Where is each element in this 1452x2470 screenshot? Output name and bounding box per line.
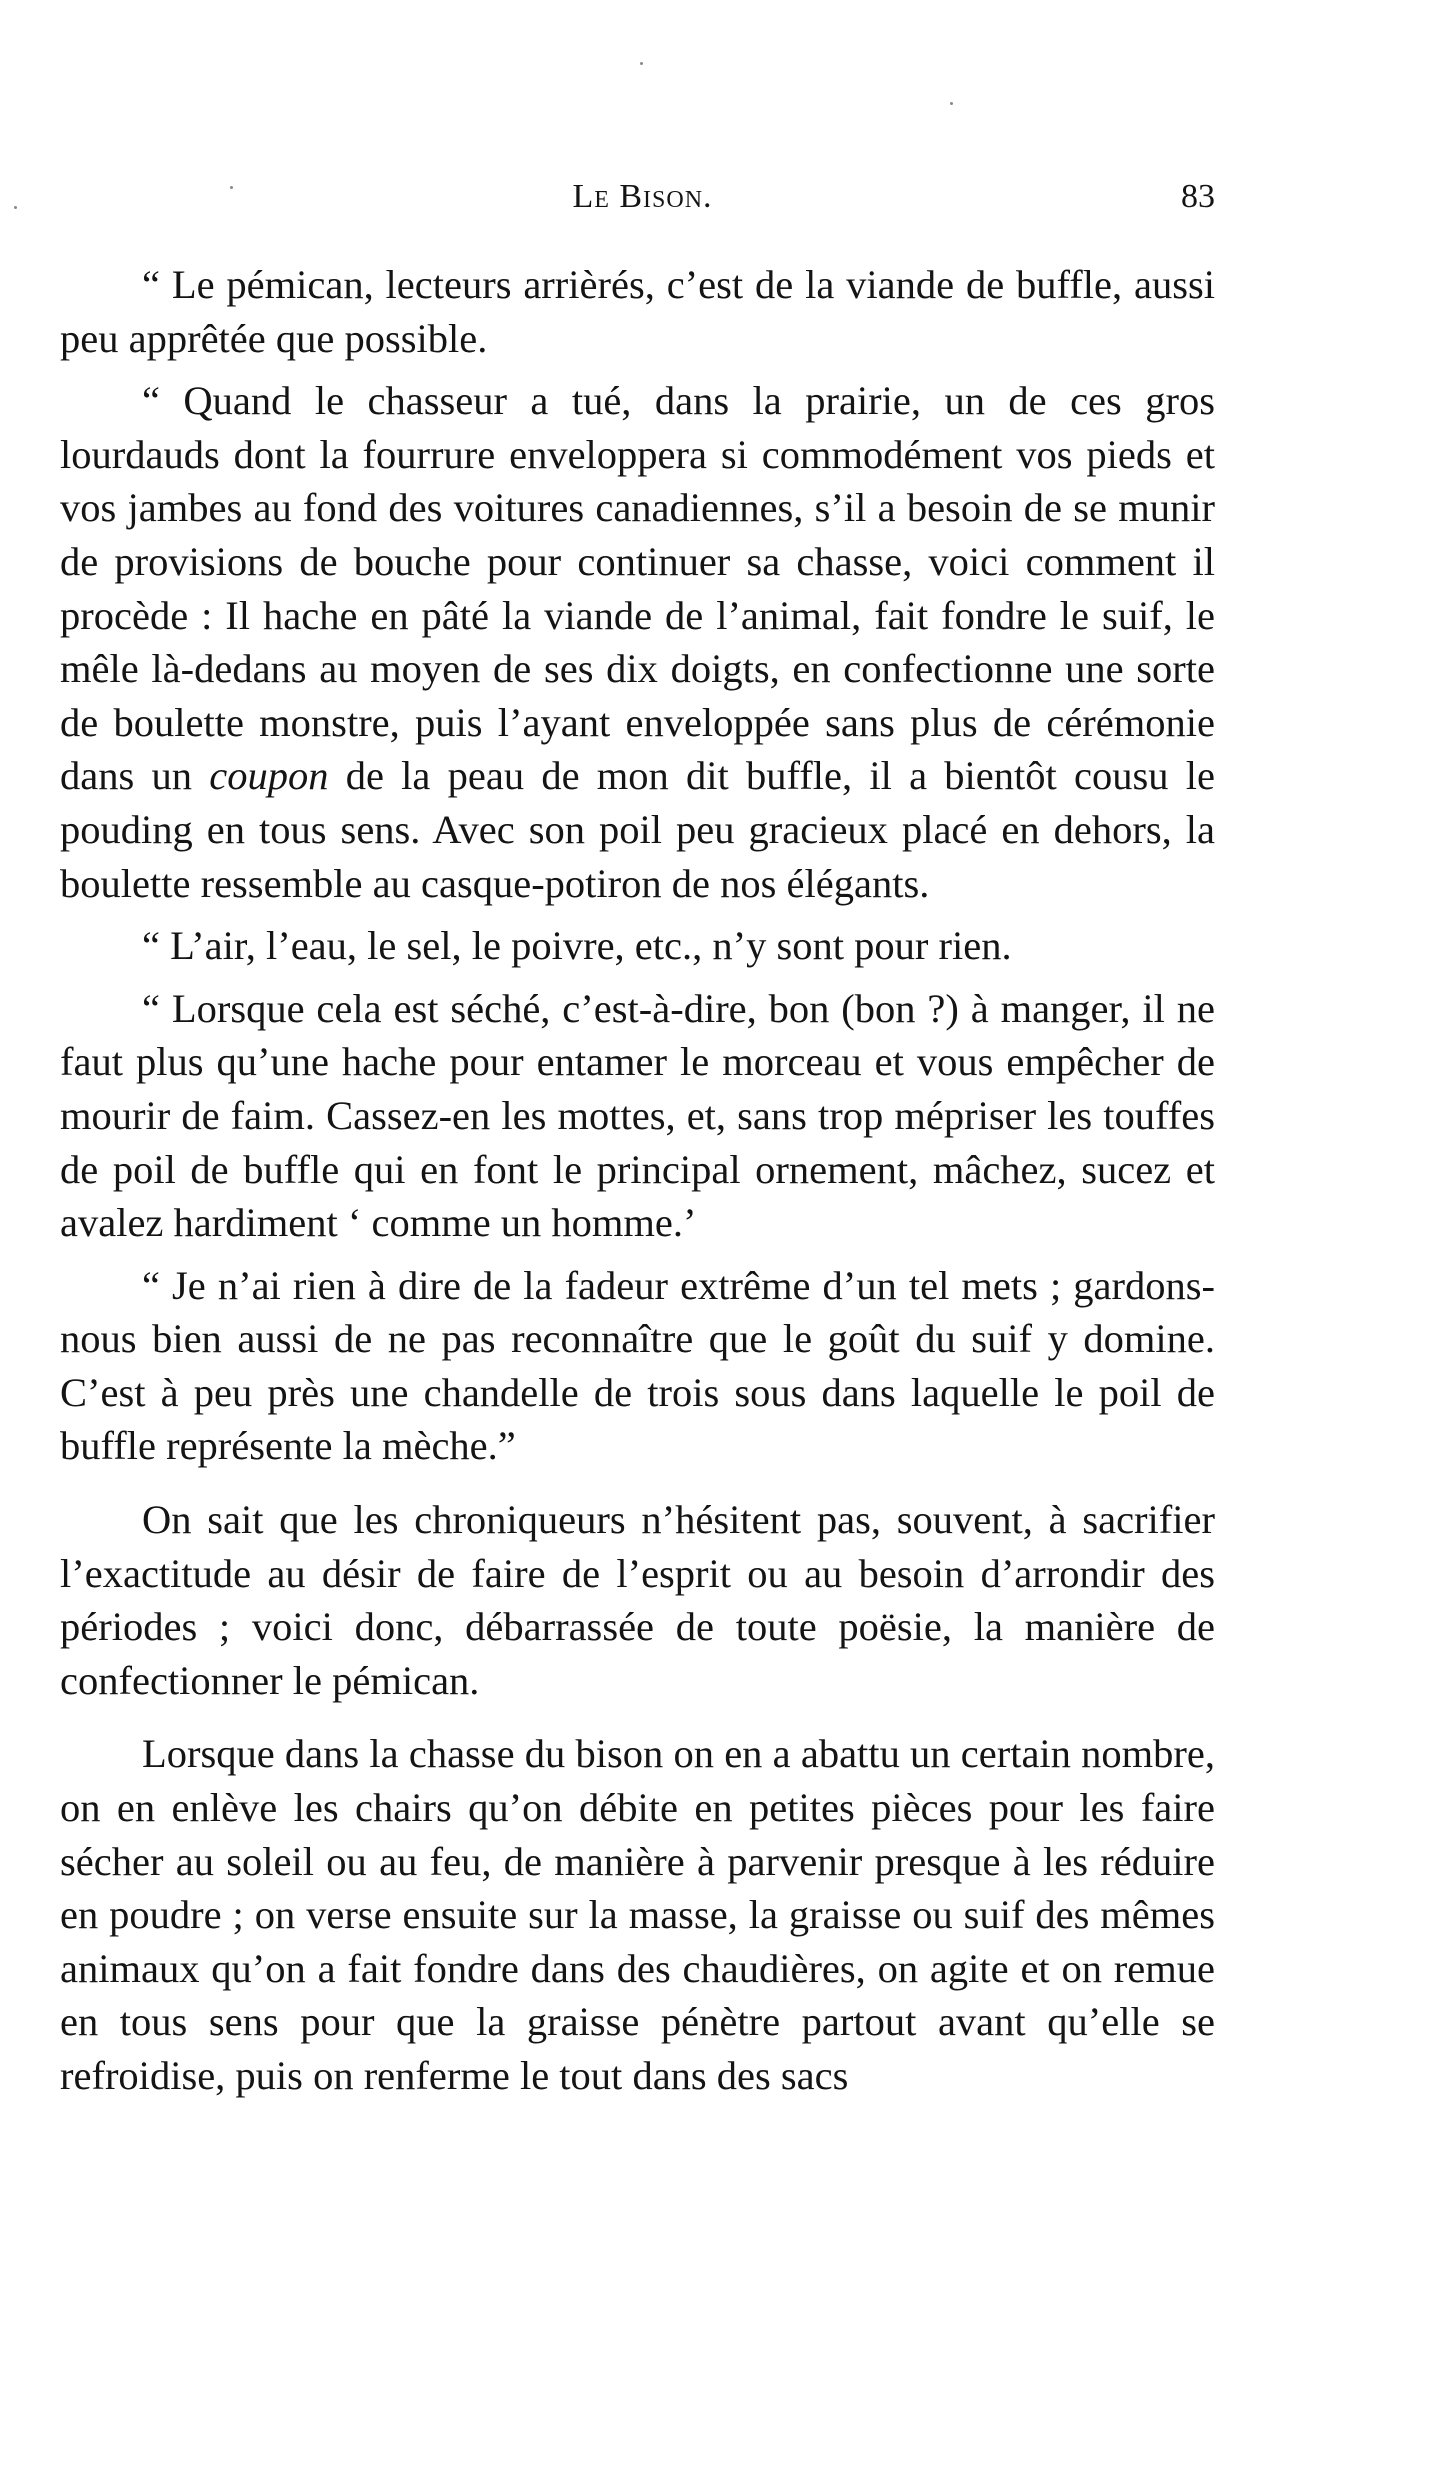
paragraph-air-water-salt: “ L’air, l’eau, le sel, le poivre, etc., n’y sont pour rien. bbox=[142, 923, 1012, 969]
paragraph-preparation-method: Lorsque dans la chasse du bison on en a abattu un certain nombre, on en enlève les chairs qu’on débite en petites pièces pour les faire sécher au soleil ou au feu, de manière à parvenir presque à les réduire en poudre ; on verse ensuite sur la masse, la graisse ou suif des mêmes animaux qu’on a fait fondre dans des chaudières, on agite et on remue en tous sens pour que la graisse pénètre partout avant qu’elle se refroidise, puis on renferme le tout dans des sacs bbox=[60, 1731, 1215, 2098]
italic-word-coupon: coupon bbox=[209, 753, 329, 799]
paragraph-eating-advice: “ Lorsque cela est séché, c’est-à-dire, bon (bon ?) à manger, il ne faut plus qu’une hache pour entamer le morceau et vous empêcher de mourir de faim. Cassez-en les mottes, et, sans trop mépriser les touffes de poil de buffle qui en font le principal ornement, mâchez, sucez et avalez hardiment ‘ comme un homme.’ bbox=[60, 985, 1215, 1246]
paragraph-chroniclers: On sait que les chroniqueurs n’hésitent pas, souvent, à sacrifier l’exactitude au désir de faire de l’esprit ou au besoin d’arrondir des périodes ; voici donc, débarrassée de toute poësie, la manière de confectionner le pémican. bbox=[60, 1497, 1215, 1703]
print-speck bbox=[950, 102, 953, 105]
body-text bbox=[60, 258, 1215, 2103]
paragraph-pemican-definition: “ Le pémican, lecteurs arrièrés, c’est de la viande de buffle, aussi peu apprêtée que possible. bbox=[60, 262, 1215, 361]
paragraph-tallow-taste: “ Je n’ai rien à dire de la fadeur extrême d’un tel mets ; gardons-nous bien aussi de ne pas reconnaître que le goût du suif y domine. C’est à peu près une chandelle de trois sous dans laquelle le poil de buffle représente la mèche.” bbox=[60, 1262, 1215, 1469]
paragraph-hunter-procedure: “ Quand le chasseur a tué, dans la prairie, un de ces gros lourdauds dont la fourrure enveloppera si commodément vos pieds et vos jambes au fond des voitures canadiennes, s’il a besoin de se munir de provisions de bouche pour continuer sa chasse, voici comment il procède : Il hache en pâté la viande de l’animal, fait fondre le suif, le mêle là-dedans au moyen de ses dix doigts, en confectionne une sorte de boulette monstre, puis l’ayant enveloppée sans plus de cérémonie dans un coupon de la peau de mon dit buffle, il a bientôt cousu le pouding en tous sens. Avec son poil peu gracieux placé en dehors, la boulette ressemble au casque-potiron de nos élégants. bbox=[60, 378, 1215, 906]
page-number: 83 bbox=[1181, 178, 1215, 215]
running-header bbox=[70, 178, 1215, 238]
print-speck bbox=[640, 62, 643, 65]
print-speck bbox=[14, 206, 17, 209]
running-title: Le Bison. bbox=[572, 178, 713, 215]
